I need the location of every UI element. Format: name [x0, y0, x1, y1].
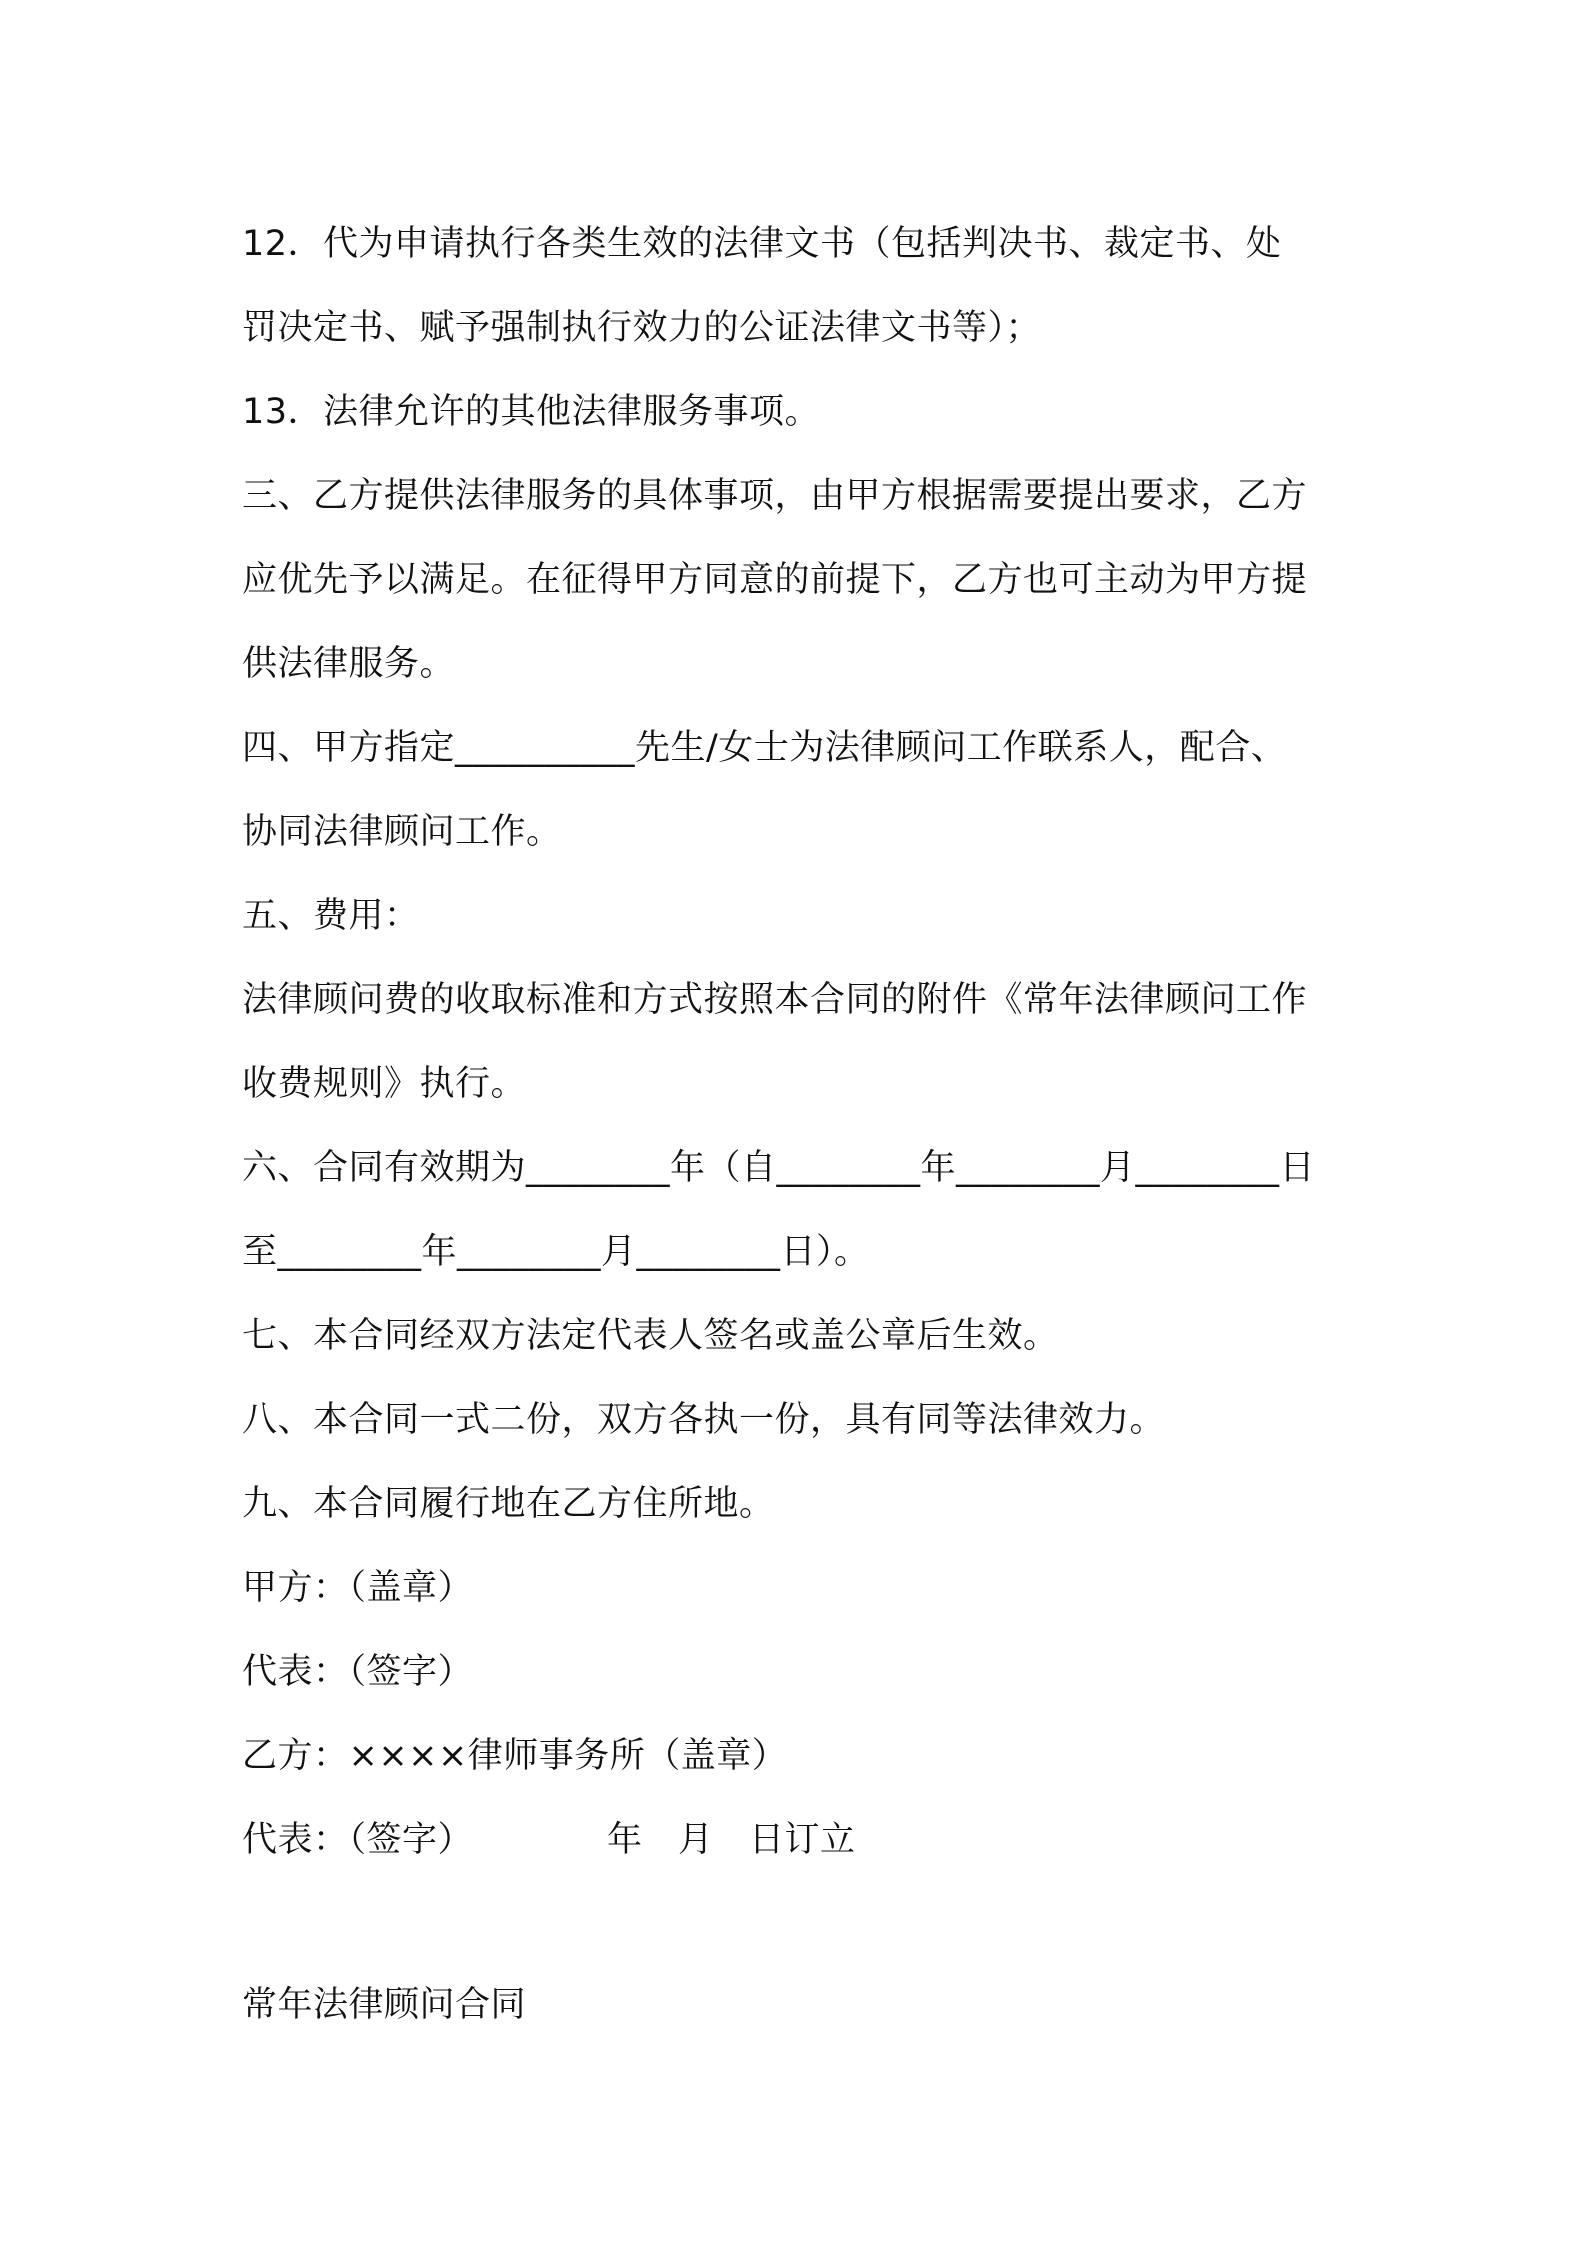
article-4-line-2: 协同法律顾问工作。: [242, 812, 562, 852]
article-5-line-1: 法律顾问费的收取标准和方式按照本合同的附件《常年法律顾问工作: [242, 980, 1308, 1020]
party-b-seal: 乙方：××××律师事务所（盖章）: [242, 1736, 788, 1776]
clause-12-line-2: 罚决定书、赋予强制执行效力的公证法律文书等）；: [242, 308, 1042, 348]
article-3-line-2: 应优先予以满足。在征得甲方同意的前提下，乙方也可主动为甲方提: [242, 560, 1308, 600]
signing-date: 年 月 日订立: [607, 1820, 856, 1860]
party-b-representative: 代表：（签字）: [242, 1820, 474, 1860]
article-9: 九、本合同履行地在乙方住所地。: [242, 1484, 775, 1524]
article-4-line-1: 四、甲方指定__________先生/女士为法律顾问工作联系人，配合、: [242, 728, 1287, 768]
clause-13: 13．法律允许的其他法律服务事项。: [242, 392, 821, 432]
article-5-line-2: 收费规则》执行。: [242, 1064, 527, 1104]
article-6-line-1: 六、合同有效期为________年（自________年________月________日: [242, 1148, 1316, 1188]
article-6-line-2: 至________年________月________日）。: [242, 1232, 870, 1272]
article-8: 八、本合同一式二份，双方各执一份，具有同等法律效力。: [242, 1400, 1166, 1440]
article-3-line-3: 供法律服务。: [242, 644, 456, 684]
article-7: 七、本合同经双方法定代表人签名或盖公章后生效。: [242, 1316, 1059, 1356]
party-a-representative: 代表：（签字）: [242, 1652, 474, 1692]
trailing-title: 常年法律顾问合同: [242, 1985, 527, 2025]
party-a-seal: 甲方：（盖章）: [242, 1568, 474, 1608]
clause-12-line-1: 12．代为申请执行各类生效的法律文书（包括判决书、裁定书、处: [242, 224, 1282, 264]
party-b-representative-row: [242, 1798, 1352, 1882]
section-gap: [242, 1882, 1352, 1963]
document-page: [242, 202, 1352, 2047]
article-5-heading: 五、费用：: [242, 896, 420, 936]
article-3-line-1: 三、乙方提供法律服务的具体事项，由甲方根据需要提出要求，乙方: [242, 476, 1308, 516]
